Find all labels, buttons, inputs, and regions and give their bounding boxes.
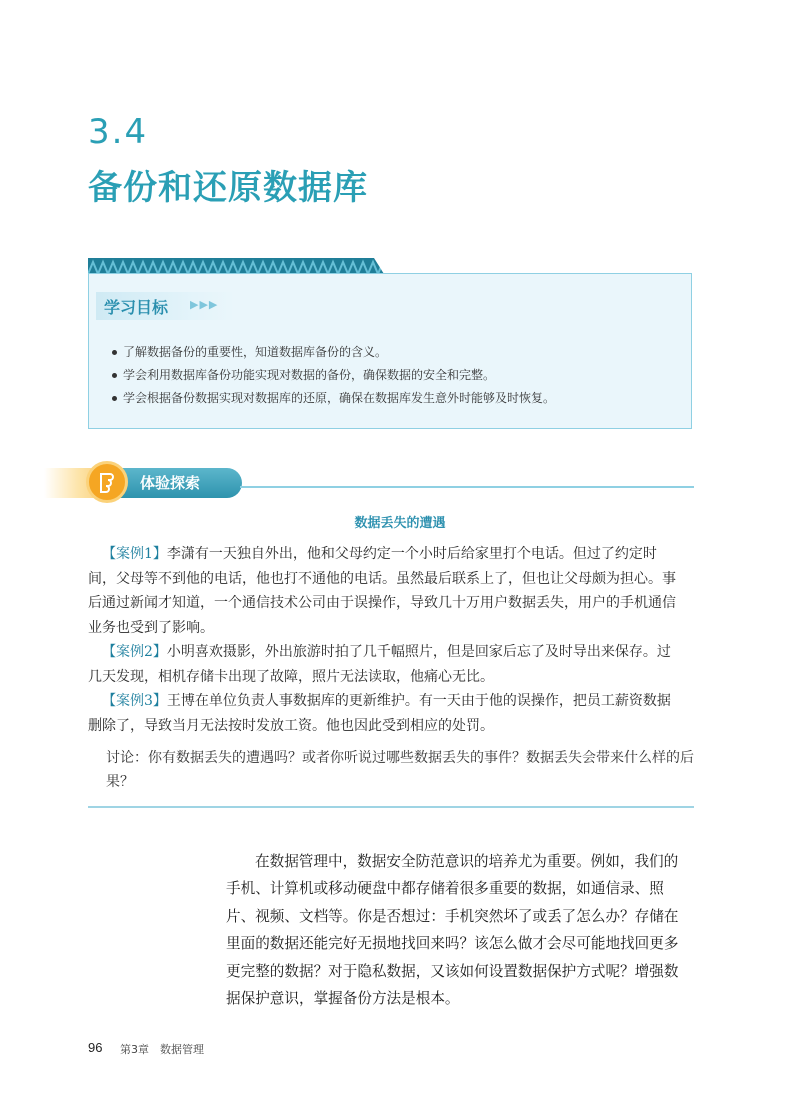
objective-item	[112, 366, 495, 383]
bullet-icon	[112, 350, 117, 355]
divider	[240, 486, 694, 488]
case-1	[88, 542, 676, 640]
bullet-icon	[112, 373, 117, 378]
objective-text: 学会利用数据库备份功能实现对数据的备份，确保数据的安全和完整。	[123, 368, 496, 382]
bullet-icon	[112, 396, 117, 401]
section-number: 3.4	[88, 112, 149, 152]
case-text: 小明喜欢摄影，外出旅游时拍了几千幅照片，但是回家后忘了及时导出来保存。过几天发现，相机存储卡出现了故障，照片无法读取，他痛心无比。	[88, 644, 671, 685]
explore-label: 体验探索	[140, 474, 201, 492]
page-number: 96	[88, 1040, 103, 1055]
story-title: 数据丢失的遭遇	[354, 516, 446, 531]
objective-text: 了解数据备份的重要性，知道数据库备份的含义。	[123, 345, 388, 359]
case-tag: 【案例2】	[102, 644, 167, 660]
arrow-icon: ▶▶▶	[190, 298, 219, 311]
case-2	[88, 640, 676, 689]
section-title: 备份和还原数据库	[88, 168, 368, 208]
discussion-prompt: 讨论：你有数据丢失的遭遇吗？或者你听说过哪些数据丢失的事件？数据丢失会带来什么样的后果？	[106, 750, 694, 790]
objective-text: 学会根据备份数据实现对数据库的还原，确保在数据库发生意外时能够及时恢复。	[123, 391, 556, 405]
divider	[88, 806, 694, 808]
objectives-heading: 学习目标	[104, 298, 169, 317]
case-tag: 【案例3】	[102, 693, 167, 709]
chapter-label: 第3章 数据管理	[120, 1043, 204, 1056]
objective-item	[112, 343, 387, 360]
body-paragraph: 在数据管理中，数据安全防范意识的培养尤为重要。例如，我们的手机、计算机或移动硬盘中都存储着很多重要的数据，如通信录、照片、视频、文档等。你是否想过：手机突然坏了或丢了怎么办？存储在里面的数据还能完好无损地找回来吗？该怎么做才会尽可能地找回更多更完整的数据？对于隐私数据，又该如何设置数据保护方式呢？增强数据保护意识，掌握备份方法是根本。	[226, 853, 679, 1008]
objective-item	[112, 389, 555, 406]
case-text: 王博在单位负责人事数据库的更新维护。有一天由于他的误操作，把员工薪资数据删除了，导致当月无法按时发放工资。他也因此受到相应的处罚。	[88, 693, 671, 734]
decorative-stripe	[88, 258, 384, 274]
case-tag: 【案例1】	[102, 546, 167, 562]
hand-icon	[86, 461, 128, 503]
case-text: 李潇有一天独自外出，他和父母约定一个小时后给家里打个电话。但过了约定时间，父母等不到他的电话，他也打不通他的电话。虽然最后联系上了，但也让父母颇为担心。事后通过新闻才知道，一个通信技术公司由于误操作，导致几十万用户数据丢失，用户的手机通信业务也受到了影响。	[88, 546, 676, 636]
case-3	[88, 689, 676, 738]
